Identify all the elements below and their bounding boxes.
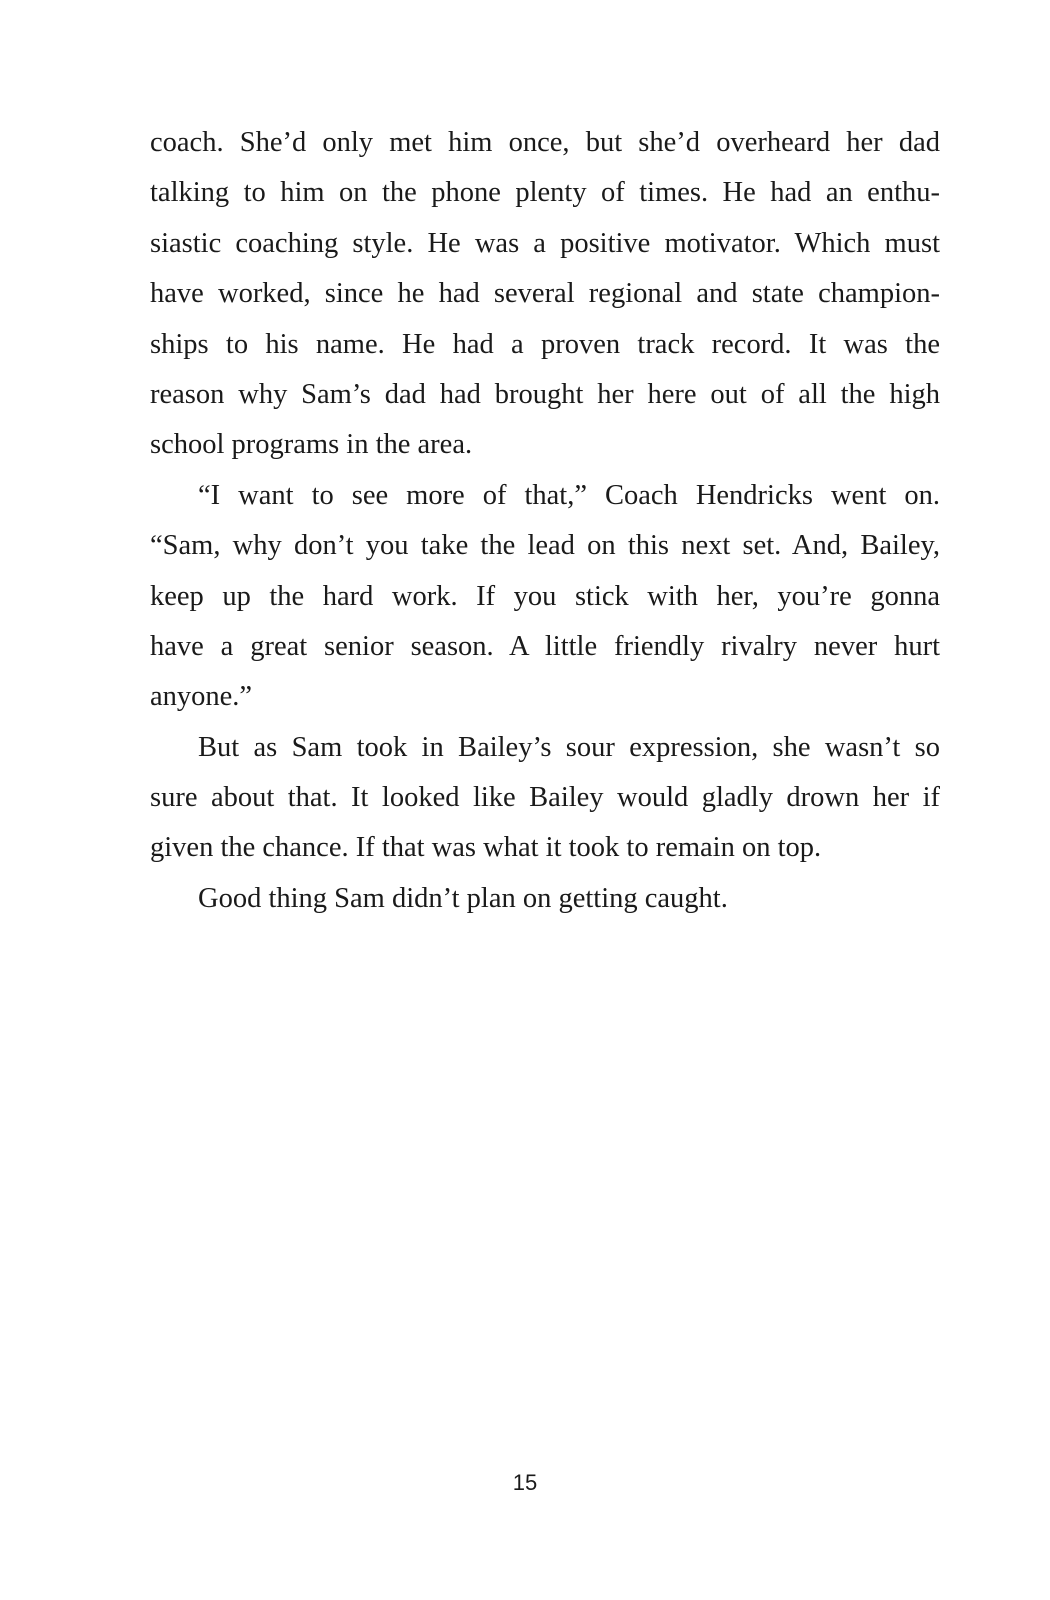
text-line: keep up the hard work. If you stick with her, you’re gonna xyxy=(150,580,940,612)
text-line: anyone.” xyxy=(150,681,253,713)
text-line: school programs in the area. xyxy=(150,429,473,461)
page-number: 15 xyxy=(512,1470,538,1495)
text-line: reason why Sam’s dad had brought her here out of all the high xyxy=(150,378,940,410)
text-line: But as Sam took in Bailey’s sour expression, she wasn’t so xyxy=(198,731,940,763)
text-line: given the chance. If that was what it took to remain on top. xyxy=(150,832,822,864)
text-line: ships to his name. He had a proven track record. It was the xyxy=(150,328,940,360)
text-line: “Sam, why don’t you take the lead on this next set. And, Bailey, xyxy=(150,530,940,562)
text-line: sure about that. It looked like Bailey would gladly drown her if xyxy=(150,782,940,814)
text-line: have a great senior season. A little friendly rivalry never hurt xyxy=(150,630,940,662)
text-line: Good thing Sam didn’t plan on getting caught. xyxy=(198,882,728,914)
text-line: talking to him on the phone plenty of times. He had an enthu- xyxy=(150,177,940,209)
body-text xyxy=(150,118,940,924)
text-line: “I want to see more of that,” Coach Hendricks went on. xyxy=(198,479,940,511)
text-line: siastic coaching style. He was a positive motivator. Which must xyxy=(150,227,940,259)
text-line: coach. She’d only met him once, but she’d overheard her dad xyxy=(150,127,940,158)
text-line: have worked, since he had several regional and state champion- xyxy=(150,278,940,310)
